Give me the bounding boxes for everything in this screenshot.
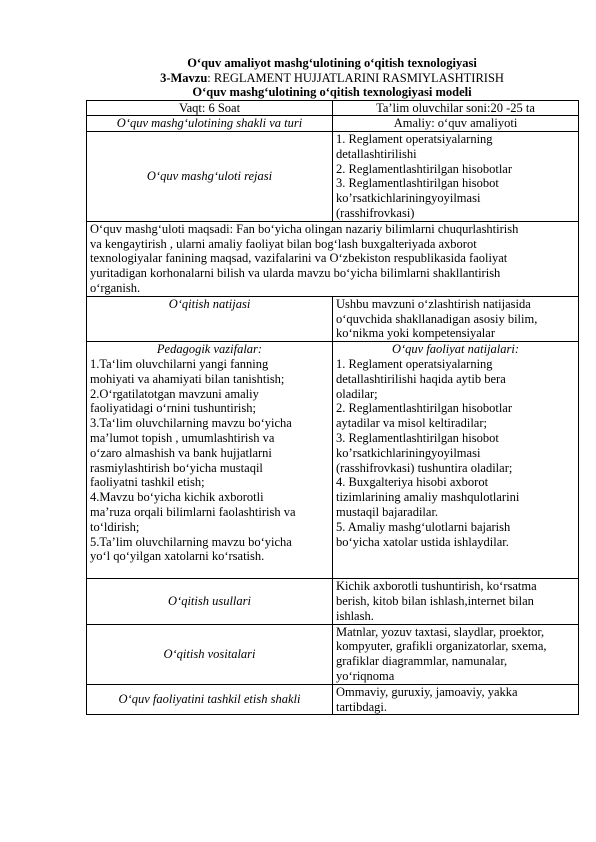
- table-row: [87, 624, 579, 684]
- tools-line: grafiklar diagrammlar, namunalar,: [336, 654, 508, 669]
- tools-cell: [333, 624, 579, 684]
- goal-line: O‘quv mashg‘uloti maqsadi: Fan bo‘yicha olingan nazariy bilimlarni chuqurlashtirish: [90, 221, 519, 236]
- form-label-cell: O‘quv mashg‘ulotining shakli va turi: [87, 116, 333, 132]
- org-line: Ommaviy, guruxiy, jamoaviy, yakka: [336, 684, 518, 699]
- org-label-cell: O‘quv faoliyatini tashkil etish shakli: [87, 684, 333, 715]
- activity-result-line: 3. Reglamentlashtirilgan hisobot: [336, 431, 499, 446]
- doc-title: O‘quv amaliyot mashg‘ulotining o‘qitish texnologiyasi: [187, 56, 477, 70]
- pedagogic-task-line: 3.Ta‘lim oluvchilarning mavzu bo‘yicha: [90, 416, 292, 431]
- plan-item: 2. Reglamentlashtirilgan hisobotlar: [336, 161, 513, 176]
- tools-line: kompyuter, grafikli organizatorlar, sxema,: [336, 639, 547, 654]
- pedagogic-task-line: o‘zaro almashish va bank hujjatlarni: [90, 445, 272, 460]
- pedagogic-task-line: 5.Ta’lim oluvchilarning mavzu bo‘yicha: [90, 534, 292, 549]
- plan-label-cell: O‘quv mashg‘uloti rejasi: [87, 132, 333, 222]
- methods-label-cell: O‘qitish usullari: [87, 579, 333, 624]
- topic-number: 3-Mavzu: [160, 70, 208, 85]
- table-row: [87, 579, 579, 624]
- model-table: [86, 100, 579, 716]
- goal-line: yuritadigan korhonalarni bilish va ularda mavzu bo‘yicha bilimlarni shakllantirish: [90, 266, 501, 281]
- model-title: O‘quv mashg‘ulotining o‘qitish texnologiyasi modeli: [192, 85, 472, 99]
- tools-line: yo‘riqnoma: [336, 668, 395, 683]
- plan-item: 1. Reglament operatsiyalarning: [336, 132, 493, 147]
- students-cell: Ta’lim oluvchilar soni:20 -25 ta: [333, 100, 579, 116]
- pedagogic-task-line: yo‘l qo‘yilgan xatolarni ko‘rsatish.: [90, 549, 265, 564]
- activity-result-line: tizimlarining amaliy mashqulotlarini: [336, 490, 520, 505]
- pedagogic-task-line: mohiyati va ahamiyati bilan tanishtish;: [90, 371, 285, 386]
- table-row: [87, 132, 579, 222]
- tools-label-cell: O‘qitish vositalari: [87, 624, 333, 684]
- pedagogic-task-line: 1.Ta‘lim oluvchilarni yangi fanning: [90, 357, 269, 372]
- pedagogic-task-line: 2.O‘rgatilatotgan mavzuni amaliy: [90, 386, 259, 401]
- activity-result-line: 2. Reglamentlashtirilgan hisobotlar: [336, 401, 513, 416]
- plan-item: 3. Reglamentlashtirilgan hisobot: [336, 176, 499, 191]
- result-line: o‘quvchida shakllanadigan asosiy bilim,: [336, 311, 538, 326]
- document-page: [86, 56, 578, 715]
- pedagogic-task-line: to‘ldirish;: [90, 519, 140, 534]
- methods-line: Kichik axborotli tushuntirish, ko‘rsatma: [336, 579, 537, 594]
- result-cell: [333, 296, 579, 341]
- goal-line: o‘rganish.: [90, 281, 141, 296]
- goal-line: va kengaytirish , ularni amaliy faoliyat bilan bog‘lash buxgalteriyada axborot: [90, 236, 477, 251]
- activity-result-line: detallashtirilishi haqida aytib bera: [336, 371, 506, 386]
- goal-line: texnologiyalar fanining maqsad, vazifalarini va O‘zbekiston respublikasida faoliyat: [90, 251, 508, 266]
- pedagogic-task-line: rasmiylashtirish bo‘yicha mustaqil: [90, 460, 263, 475]
- activity-results-title: O‘quv faoliyat natijalari:: [391, 342, 520, 357]
- activity-result-line: 4. Buxgalteriya hisobi axborot: [336, 475, 489, 490]
- table-row: [87, 684, 579, 715]
- methods-line: berish, kitob bilan ishlash,internet bilan: [336, 594, 534, 608]
- table-row: [87, 100, 579, 116]
- org-line: tartibdagi.: [336, 699, 388, 714]
- activity-result-line: bo‘yicha xatolar ustida ishlaydilar.: [336, 534, 509, 549]
- plan-item: ko’rsatkichlariningyoyilmasi: [336, 191, 481, 206]
- time-cell: Vaqt: 6 Soat: [87, 100, 333, 116]
- topic-line: [86, 71, 578, 86]
- result-line: Ushbu mavzuni o‘zlashtirish natijasida: [336, 296, 531, 311]
- plan-item: detallashtirilishi: [336, 146, 417, 161]
- activity-result-line: (rasshifrovkasi) tushuntira oladilar;: [336, 460, 513, 475]
- pedagogic-task-line: faoliyatidagi o‘rnini tushuntirish;: [90, 401, 256, 416]
- topic-title: : REGLAMENT HUJJATLARINI RASMIYLASHTIRISH: [207, 70, 504, 85]
- table-row: [87, 342, 579, 579]
- activity-result-line: ko’rsatkichlariningyoyilmasi: [336, 445, 481, 460]
- activity-results-cell: [333, 342, 579, 579]
- pedagogic-task-line: ma’lumot topish , umumlashtirish va: [90, 431, 275, 446]
- pedagogic-task-line: ma’ruza orqali bilimlarni faolashtirish va: [90, 505, 296, 520]
- activity-result-line: 1. Reglament operatsiyalarning: [336, 357, 493, 372]
- org-cell: [333, 684, 579, 715]
- activity-result-line: 5. Amaliy mashg‘ulotlarni bajarish: [336, 519, 511, 534]
- plan-items-cell: [333, 132, 579, 222]
- goal-cell: [87, 221, 579, 296]
- plan-item: (rasshifrovkasi): [336, 206, 415, 221]
- pedagogic-tasks-title: Pedagogik vazifalar:: [156, 342, 263, 357]
- document-heading: [86, 56, 578, 100]
- result-line: ko‘nikma yoki kompetensiyalar: [336, 326, 495, 341]
- pedagogic-task-line: 4.Mavzu bo‘yicha kichik axborotli: [90, 490, 264, 505]
- pedagogic-tasks-cell: [87, 342, 333, 579]
- activity-result-line: aytadilar va misol keltiradilar;: [336, 416, 487, 431]
- result-label-cell: O‘qitish natijasi: [87, 296, 333, 341]
- form-value-cell: Amaliy: o‘quv amaliyoti: [333, 116, 579, 132]
- activity-result-line: oladilar;: [336, 386, 378, 401]
- tools-line: Matnlar, yozuv taxtasi, slaydlar, proektor,: [336, 624, 545, 639]
- activity-result-line: mustaqil bajaradilar.: [336, 505, 439, 520]
- methods-cell: [333, 579, 579, 624]
- methods-line: ishlash.: [336, 608, 374, 623]
- table-row: [87, 296, 579, 341]
- table-row: [87, 221, 579, 296]
- table-row: [87, 116, 579, 132]
- pedagogic-task-line: faoliyatni tashkil etish;: [90, 475, 205, 490]
